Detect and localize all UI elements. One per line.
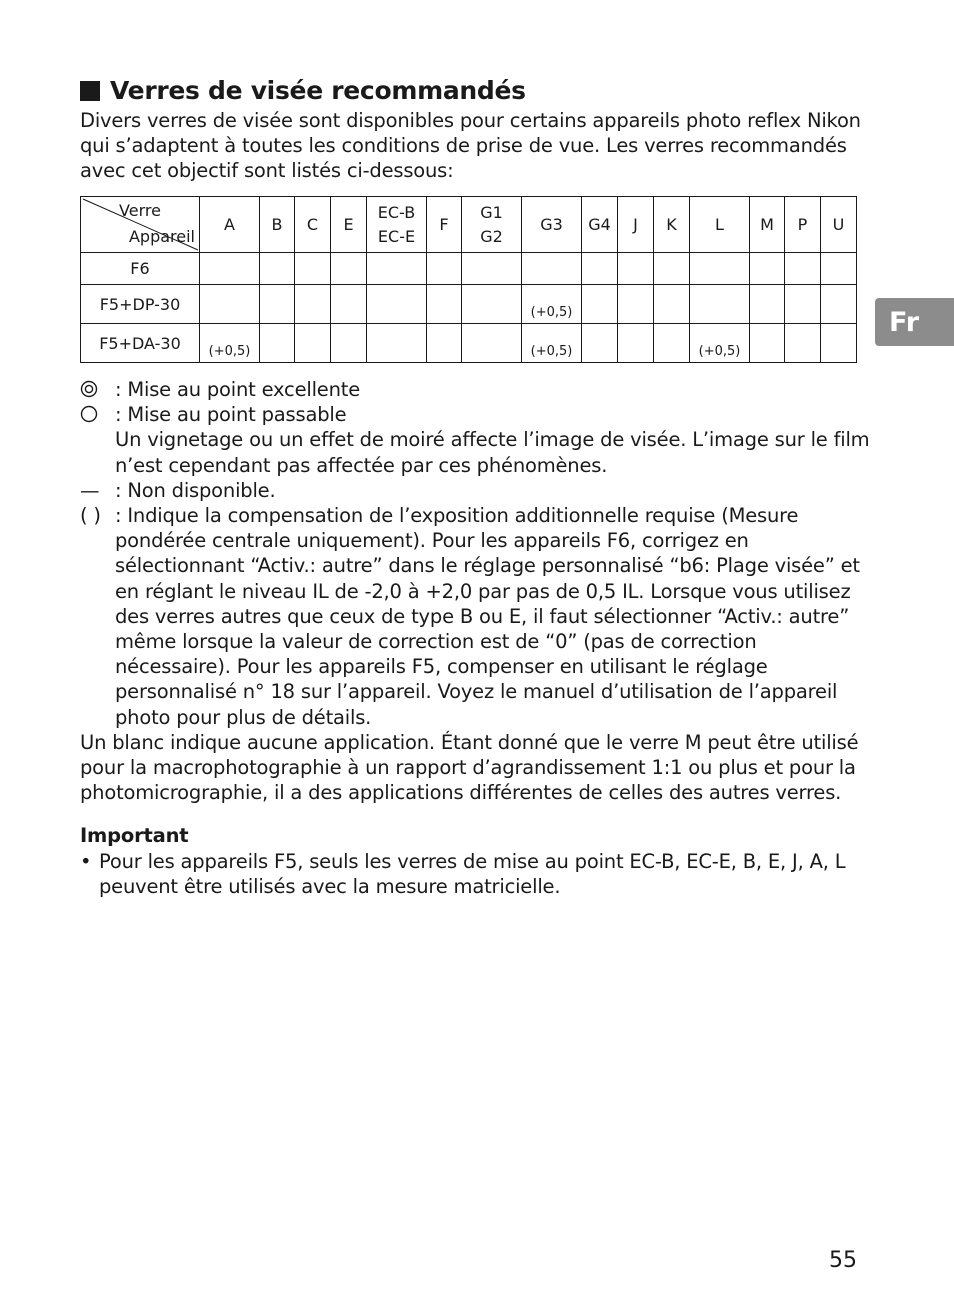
col-header-c: C [295, 197, 331, 253]
cell [200, 253, 260, 285]
legend-passable-block [115, 402, 870, 478]
compensation-label: (+0,5) [208, 344, 251, 359]
col-header-u: U [821, 197, 857, 253]
col-header-ecb: EC-B [377, 202, 416, 222]
important-title: Important [80, 824, 189, 848]
intro-paragraph [80, 108, 870, 184]
cell [750, 253, 785, 285]
cell [690, 253, 750, 285]
cell [522, 253, 582, 285]
cell [427, 285, 462, 324]
cell [462, 285, 522, 324]
cell [367, 285, 427, 324]
legend-not-available [80, 478, 870, 503]
col-header-g4: G4 [582, 197, 618, 253]
compensation-label: (+0,5) [530, 344, 573, 359]
corner-appareil-label: Appareil [128, 227, 195, 246]
circle-icon [80, 405, 98, 423]
legend-compensation-text: : Indique la compensation de l’exposition additionnelle requise (Mesure pondérée centrale uniquement). Pour les appareils F6, corrigez en sélectionnant “Activ.: autre” dans le réglage personnalisé “b6: Plage visée” et en réglant le niveau IL de -2,0 à +2,0 par pas de 0,5 IL. Lorsque vous utilisez des verres autres que ceux de type B ou E, il faut sélectionner “Activ.: autre” même lorsque la valeur de correction est de “0” (pas de correction nécessaire). Pour les appareils F5, compenser en utilisant le réglage personnalisé n° 18 sur l’appareil. Voyez le manuel d’utilisation de l’appareil photo pour plus de détails. [115, 504, 860, 729]
legend-passable-text: : Mise au point passable [115, 403, 347, 427]
cell [785, 285, 821, 324]
col-header-g2: G2 [480, 226, 503, 246]
cell [582, 285, 618, 324]
dash-symbol: — [80, 478, 100, 502]
cell-l [690, 324, 750, 363]
col-header-p: P [785, 197, 821, 253]
table-row-f5-dp30 [81, 285, 857, 324]
cell [367, 324, 427, 363]
col-header-f: F [427, 197, 462, 253]
focusing-screen-table [80, 196, 857, 363]
legend-symbol-cell [80, 377, 115, 402]
cell [582, 253, 618, 285]
col-header-g1: G1 [480, 202, 503, 222]
legend-not-available-text: : Non disponible. [115, 478, 276, 502]
cell-a [200, 324, 260, 363]
cell [260, 253, 295, 285]
col-header-j: J [618, 197, 654, 253]
col-header-e: E [331, 197, 367, 253]
col-header-l: L [690, 197, 750, 253]
cell [331, 285, 367, 324]
cell [331, 324, 367, 363]
cell [821, 253, 857, 285]
col-header-g3: G3 [522, 197, 582, 253]
col-header-g1-g2 [462, 197, 522, 253]
cell [295, 285, 331, 324]
cell [260, 324, 295, 363]
bullet-icon: • [80, 849, 92, 873]
heading-text: Verres de visée recommandés [110, 76, 526, 105]
cell [821, 324, 857, 363]
cell [295, 253, 331, 285]
legend-excellent [80, 377, 870, 402]
cell [295, 324, 331, 363]
cell [618, 324, 654, 363]
col-header-ece: EC-E [377, 226, 416, 246]
row-label-f5-dp30: F5+DP-30 [81, 285, 200, 324]
cell [654, 285, 690, 324]
cell-g3 [522, 285, 582, 324]
page-number: 55 [829, 1248, 857, 1273]
col-header-ecb-ece [367, 197, 427, 253]
cell [462, 324, 522, 363]
col-header-b: B [260, 197, 295, 253]
square-bullet-icon [80, 81, 100, 101]
cell [654, 253, 690, 285]
important-item-text: Pour les appareils F5, seuls les verres de mise au point EC-B, EC-E, B, E, J, A, L peuvent être utilisés avec la mesure matricielle. [99, 849, 846, 898]
cell [654, 324, 690, 363]
cell [367, 253, 427, 285]
compensation-label: (+0,5) [698, 344, 741, 359]
blank-note: Un blanc indique aucune application. Étant donné que le verre M peut être utilisé pour la macrophotographie à un rapport d’agrandissement 1:1 ou plus et pour la photomicrographie, il a des applications différentes de celles des autres verres. [80, 730, 859, 805]
cell [785, 253, 821, 285]
important-item [80, 849, 870, 899]
legend-symbol-cell [80, 402, 115, 478]
cell [785, 324, 821, 363]
language-tab [875, 298, 954, 346]
col-header-k: K [654, 197, 690, 253]
cell [462, 253, 522, 285]
cell [618, 285, 654, 324]
row-label-f5-da30: F5+DA-30 [81, 324, 200, 363]
cell [200, 285, 260, 324]
cell [618, 253, 654, 285]
col-header-m: M [750, 197, 785, 253]
cell [260, 285, 295, 324]
cell [821, 285, 857, 324]
cell [690, 285, 750, 324]
legend [80, 377, 870, 899]
compensation-label: (+0,5) [530, 305, 573, 320]
cell [427, 324, 462, 363]
intro-text: Divers verres de visée sont disponibles pour certains appareils photo reflex Nikon qui s’adaptent à toutes les conditions de prise de vue. Les verres recommandés avec cet objectif sont listés ci-dessous: [80, 109, 861, 183]
legend-passable-note: Un vignetage ou un effet de moiré affecte l’image de visée. L’image sur le film n’est cependant pas affectée par ces phénomènes. [115, 428, 870, 477]
cell [427, 253, 462, 285]
cell [582, 324, 618, 363]
table-row-f6 [81, 253, 857, 285]
cell [750, 324, 785, 363]
row-label-f6: F6 [81, 253, 200, 285]
table-row-f5-da30 [81, 324, 857, 363]
paren-symbol: ( ) [80, 504, 101, 528]
table-header-row [81, 197, 857, 253]
legend-passable [80, 402, 870, 478]
cell-g3 [522, 324, 582, 363]
col-header-a: A [200, 197, 260, 253]
section-heading [80, 76, 526, 105]
cell [331, 253, 367, 285]
double-circle-icon [80, 380, 98, 398]
legend-compensation [80, 503, 870, 730]
corner-header-cell [81, 197, 200, 253]
legend-excellent-text: : Mise au point excellente [115, 378, 361, 401]
cell [750, 285, 785, 324]
language-tab-label: Fr [889, 306, 920, 338]
corner-verre-label: Verre [119, 201, 161, 220]
